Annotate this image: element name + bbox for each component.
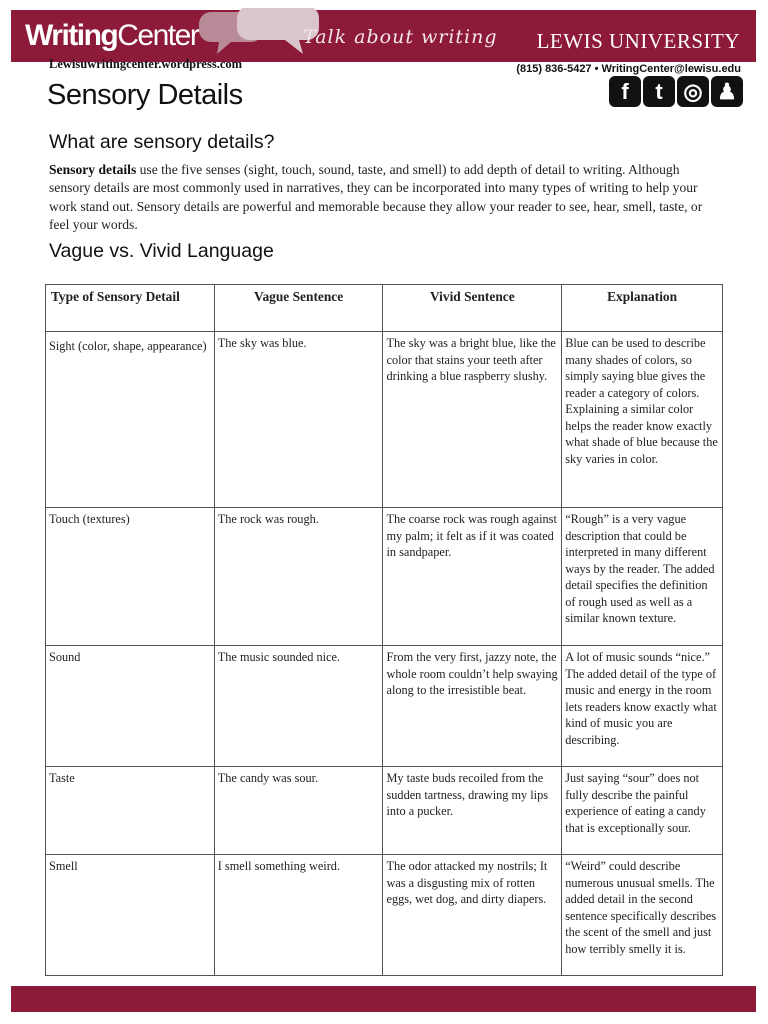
intro-paragraph <box>49 161 719 234</box>
website-link[interactable]: Lewisuwritingcenter.wordpress.com <box>49 57 243 71</box>
cell-vivid: The coarse rock was rough against my palm; it felt as if it was coated in sandpaper. <box>383 508 562 646</box>
facebook-icon[interactable]: f <box>609 76 641 107</box>
instagram-icon[interactable]: ◎ <box>677 76 709 107</box>
cell-vague: The music sounded nice. <box>214 646 383 767</box>
cell-type: Taste <box>46 767 215 855</box>
contact-info: (815) 836-5427 • WritingCenter@lewisu.edu <box>516 63 741 75</box>
cell-vague: The sky was blue. <box>214 332 383 508</box>
cell-vague: The candy was sour. <box>214 767 383 855</box>
table-header-row <box>46 285 723 332</box>
tagline: Talk about writing <box>303 26 498 48</box>
section-heading-comparison: Vague vs. Vivid Language <box>49 240 274 262</box>
intro-lead-term: Sensory details <box>49 162 137 177</box>
snapchat-icon[interactable]: ♟ <box>711 76 743 107</box>
writing-center-logo[interactable]: WritingCenter <box>25 19 199 52</box>
social-icons <box>609 76 743 107</box>
cell-vivid: My taste buds recoiled from the sudden tartness, drawing my lips into a pucker. <box>383 767 562 855</box>
sensory-details-table <box>45 284 723 976</box>
cell-explanation: A lot of music sounds “nice.” The added detail of the type of music and energy in the room lets readers know exactly what kind of music you are describing. <box>562 646 723 767</box>
cell-explanation: Blue can be used to describe many shades of colors, so simply saying blue gives the reader a category of colors. Explaining a similar color helps the reader know exactly what shade of blue because the sky varies in color. <box>562 332 723 508</box>
cell-explanation: Just saying “sour” does not fully describe the painful experience of eating a candy that is exceptionally sour. <box>562 767 723 855</box>
table-row <box>46 855 723 976</box>
table-row <box>46 332 723 508</box>
table-row <box>46 767 723 855</box>
page-title: Sensory Details <box>47 79 243 111</box>
cell-explanation: “Rough” is a very vague description that could be interpreted in many different ways by the reader. The added detail specifies the definition of rough used as well as a similar known texture. <box>562 508 723 646</box>
cell-vague: The rock was rough. <box>214 508 383 646</box>
column-header-type: Type of Sensory Detail <box>46 285 215 332</box>
table-row <box>46 508 723 646</box>
intro-body: use the five senses (sight, touch, sound, taste, and smell) to add depth of detail to writing. Although sensory details are most commonly used in narratives, they can be incorporated into many types of writing to help your work stand out. Sensory details are powerful and memorable because they allow your reader to see, hear, smell, taste, or feel your words. <box>49 162 703 232</box>
table-row <box>46 646 723 767</box>
cell-type: Sound <box>46 646 215 767</box>
cell-type: Touch (textures) <box>46 508 215 646</box>
cell-explanation: “Weird” could describe numerous unusual smells. The added detail in the second sentence specifically describes the scent of the smell and just how terribly smelly it is. <box>562 855 723 976</box>
section-heading-definition: What are sensory details? <box>49 131 275 153</box>
header-banner <box>11 10 756 62</box>
cell-vague: I smell something weird. <box>214 855 383 976</box>
column-header-vivid: Vivid Sentence <box>383 285 562 332</box>
footer-banner <box>11 986 756 1012</box>
cell-vivid: The odor attacked my nostrils; It was a disgusting mix of rotten eggs, wet dog, and dirty diapers. <box>383 855 562 976</box>
university-logo[interactable]: LEWIS UNIVERSITY <box>536 29 740 53</box>
column-header-explanation: Explanation <box>562 285 723 332</box>
cell-type: Smell <box>46 855 215 976</box>
twitter-icon[interactable]: t <box>643 76 675 107</box>
cell-vivid: From the very first, jazzy note, the whole room couldn’t help swaying along to the irresistible beat. <box>383 646 562 767</box>
column-header-vague: Vague Sentence <box>214 285 383 332</box>
cell-type: Sight (color, shape, appearance) <box>46 332 215 508</box>
cell-vivid: The sky was a bright blue, like the color that stains your teeth after drinking a blue raspberry slushy. <box>383 332 562 508</box>
